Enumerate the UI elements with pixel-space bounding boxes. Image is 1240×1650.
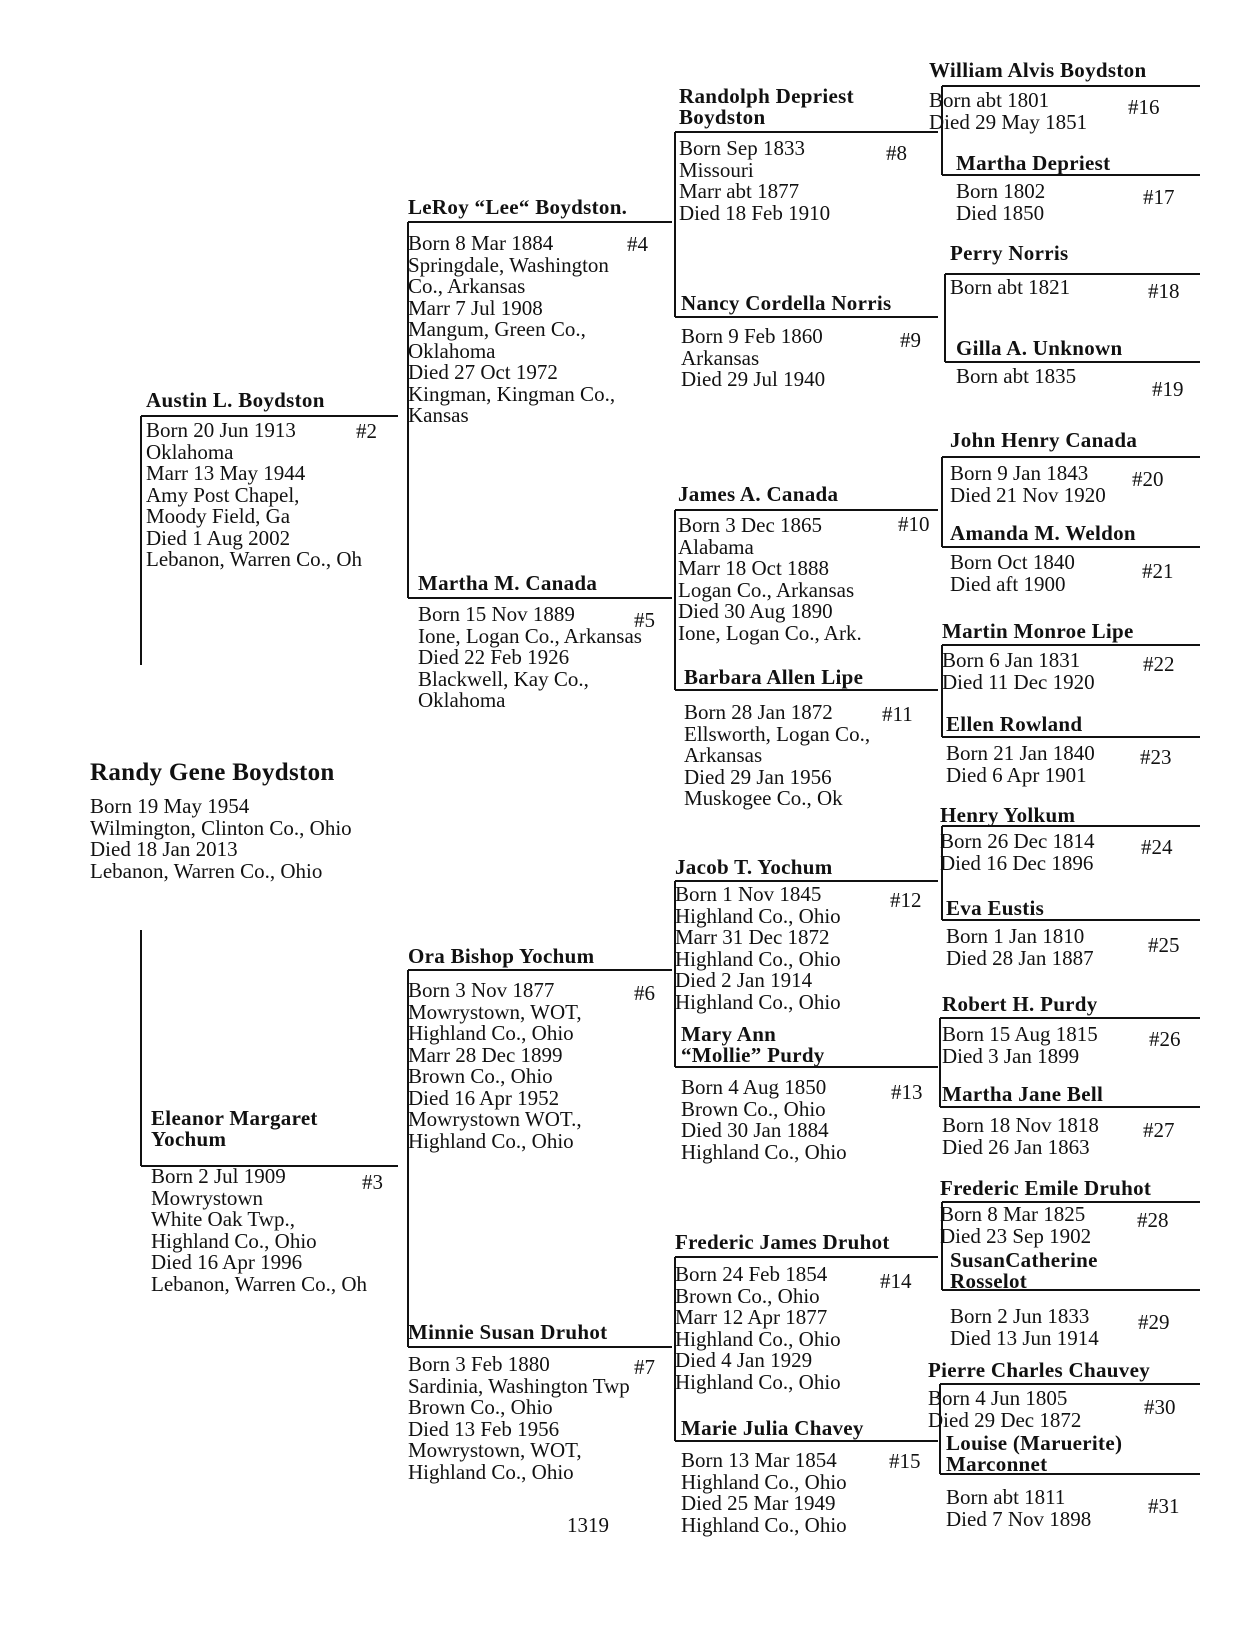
- person-name-line: Mary Ann: [681, 1022, 777, 1046]
- person-detail-line: Alabama: [678, 534, 754, 559]
- person-detail-line: Oklahoma: [146, 439, 234, 464]
- person-detail-line: Died 18 Feb 1910: [679, 200, 831, 225]
- person-detail-line: Lebanon, Warren Co., Oh: [146, 547, 363, 571]
- person-detail-line: Born Sep 1833: [679, 136, 805, 160]
- person-detail-line: Born 9 Jan 1843: [950, 461, 1089, 485]
- person-name: [679, 86, 854, 128]
- ahnentafel-number: #30: [1144, 1395, 1176, 1419]
- person-details: [942, 650, 1095, 693]
- person-name: [942, 621, 1134, 642]
- person-details: [90, 796, 352, 882]
- person-detail-line: Marr 28 Dec 1899: [408, 1042, 563, 1067]
- person-name: [950, 430, 1137, 451]
- person-detail-line: Born 15 Aug 1815: [942, 1022, 1098, 1046]
- person-details: [675, 1264, 841, 1393]
- person-detail-line: Born 21 Jan 1840: [946, 741, 1095, 765]
- person-name: [408, 1322, 607, 1343]
- person-detail-line: Born 19 May 1954: [90, 794, 250, 818]
- person-name: [408, 946, 594, 967]
- person-details: [928, 1388, 1081, 1431]
- person-name-line: James A. Canada: [678, 482, 839, 506]
- person-name-line: Marconnet: [946, 1452, 1048, 1476]
- person-name: [940, 1178, 1151, 1199]
- person-detail-line: Marr 31 Dec 1872: [675, 925, 830, 949]
- person-detail-line: Oklahoma: [418, 688, 506, 712]
- person-detail-line: Highland Co., Ohio: [408, 1021, 574, 1045]
- person-name-line: Randolph Depriest: [679, 84, 854, 108]
- person-details: [408, 1354, 630, 1483]
- ahnentafel-number: #17: [1143, 185, 1175, 209]
- person-details: [681, 1077, 847, 1163]
- person-details: [950, 463, 1106, 506]
- person-name: [956, 153, 1110, 174]
- person-name-line: Eleanor Margaret: [151, 1106, 318, 1130]
- person-detail-line: Died 6 Apr 1901: [946, 762, 1087, 787]
- person-detail-line: Born 15 Nov 1889: [418, 602, 575, 626]
- person-name: [90, 760, 335, 786]
- person-detail-line: Kansas: [408, 403, 469, 427]
- person-detail-line: Born 8 Mar 1825: [940, 1202, 1086, 1226]
- person-name-line: Minnie Susan Druhot: [408, 1320, 608, 1344]
- person-detail-line: Died 23 Sep 1902: [940, 1223, 1092, 1248]
- ahnentafel-number: #20: [1132, 467, 1164, 491]
- ahnentafel-number: #25: [1148, 933, 1180, 957]
- ahnentafel-number: #27: [1143, 1118, 1175, 1142]
- person-detail-line: Marr 12 Apr 1877: [675, 1305, 828, 1329]
- person-name: [678, 484, 838, 505]
- person-name-line: Randy Gene Boydston: [90, 759, 335, 786]
- person-detail-line: Died 16 Apr 1996: [151, 1250, 303, 1274]
- ahnentafel-number: #23: [1140, 745, 1172, 769]
- ahnentafel-number: #4: [627, 232, 648, 256]
- person-detail-line: Died 11 Dec 1920: [942, 669, 1095, 694]
- person-name: [408, 197, 627, 218]
- person-detail-line: Died 18 Jan 2013: [90, 837, 238, 861]
- ahnentafel-number: #15: [889, 1449, 921, 1473]
- person-detail-line: Highland Co., Ohio: [408, 1459, 574, 1484]
- person-name: [942, 994, 1098, 1015]
- person-detail-line: Died 13 Jun 1914: [950, 1325, 1099, 1350]
- person-name-line: Robert H. Purdy: [942, 992, 1098, 1016]
- person-name: [675, 1232, 890, 1253]
- person-name: [681, 1418, 864, 1439]
- person-detail-line: Born 1802: [956, 179, 1046, 203]
- ahnentafel-number: #11: [882, 702, 913, 726]
- person-detail-line: Highland Co., Ohio: [151, 1228, 317, 1253]
- person-name-line: Pierre Charles Chauvey: [928, 1358, 1151, 1382]
- person-details: [681, 326, 825, 391]
- person-name-line: Nancy Cordella Norris: [681, 291, 892, 315]
- person-detail-line: Co., Arkansas: [408, 274, 526, 298]
- ahnentafel-number: #13: [891, 1080, 923, 1104]
- person-detail-line: Marr 7 Jul 1908: [408, 295, 543, 320]
- person-detail-line: Born 24 Feb 1854: [675, 1262, 828, 1286]
- person-name-line: Perry Norris: [950, 241, 1069, 265]
- ahnentafel-number: #18: [1148, 279, 1180, 303]
- person-detail-line: Highland Co., Ohio: [681, 1512, 847, 1537]
- person-name: [946, 1433, 1122, 1475]
- person-detail-line: Died 26 Jan 1863: [942, 1134, 1090, 1159]
- ahnentafel-number: #8: [886, 141, 907, 165]
- person-detail-line: Died 2 Jan 1914: [675, 968, 813, 992]
- person-name: [684, 667, 863, 688]
- person-detail-line: Born 2 Jun 1833: [950, 1304, 1090, 1328]
- person-name: [146, 390, 325, 411]
- person-detail-line: Missouri: [679, 157, 754, 182]
- person-name: [950, 243, 1068, 264]
- person-name-line: Rosselot: [950, 1269, 1028, 1293]
- ahnentafel-number: #14: [880, 1269, 912, 1293]
- person-details: [950, 552, 1075, 595]
- person-detail-line: Mowrystown: [151, 1185, 264, 1210]
- person-name-line: Martha Jane Bell: [942, 1082, 1104, 1106]
- person-name-line: Yochum: [151, 1127, 227, 1151]
- person-detail-line: Brown Co., Ohio: [675, 1283, 820, 1308]
- person-detail-line: Blackwell, Kay Co.,: [418, 666, 589, 691]
- person-name-line: Martha M. Canada: [418, 571, 598, 595]
- ahnentafel-number: #19: [1152, 377, 1184, 401]
- ahnentafel-number: #24: [1141, 835, 1173, 859]
- person-detail-line: Moody Field, Ga: [146, 504, 291, 528]
- person-name-line: Martha Depriest: [956, 151, 1111, 175]
- person-detail-line: Born abt 1835: [956, 364, 1077, 388]
- person-name-line: Austin L. Boydston: [146, 388, 325, 412]
- person-name-line: “Mollie” Purdy: [681, 1043, 825, 1067]
- person-details: [940, 1204, 1091, 1247]
- person-detail-line: Died 16 Dec 1896: [940, 850, 1094, 875]
- person-detail-line: Died 28 Jan 1887: [946, 945, 1094, 970]
- person-details: [950, 1306, 1099, 1349]
- person-details: [940, 831, 1095, 874]
- person-details: [942, 1024, 1098, 1067]
- person-name: [946, 714, 1082, 735]
- ahnentafel-number: #2: [356, 419, 377, 443]
- person-detail-line: Born 8 Mar 1884: [408, 231, 554, 255]
- person-detail-line: Highland Co., Ohio: [675, 946, 841, 971]
- person-detail-line: Highland Co., Ohio: [675, 1369, 841, 1394]
- person-detail-line: Ellsworth, Logan Co.,: [684, 721, 871, 746]
- person-detail-line: Died 21 Nov 1920: [950, 482, 1106, 507]
- person-detail-line: Died aft 1900: [950, 571, 1066, 596]
- person-detail-line: Lebanon, Warren Co., Ohio: [90, 858, 323, 883]
- person-detail-line: Died 29 Dec 1872: [928, 1407, 1082, 1432]
- person-detail-line: Died 25 Mar 1949: [681, 1491, 836, 1515]
- ahnentafel-number: #16: [1128, 95, 1160, 119]
- person-detail-line: Born 20 Jun 1913: [146, 418, 296, 442]
- person-name: [681, 293, 891, 314]
- ahnentafel-number: #9: [900, 328, 921, 352]
- person-detail-line: Marr 13 May 1944: [146, 461, 306, 485]
- person-detail-line: Died 16 Apr 1952: [408, 1085, 560, 1110]
- person-details: [956, 181, 1045, 224]
- person-details: [684, 702, 870, 810]
- person-detail-line: Born Oct 1840: [950, 550, 1075, 574]
- person-detail-line: Born 3 Feb 1880: [408, 1352, 550, 1376]
- person-detail-line: Born 2 Jul 1909: [151, 1164, 286, 1188]
- person-detail-line: Highland Co., Ohio: [408, 1128, 574, 1153]
- person-detail-line: Mowrystown, WOT,: [408, 1438, 582, 1462]
- person-name-line: John Henry Canada: [950, 428, 1138, 452]
- ahnentafel-number: #26: [1149, 1027, 1181, 1051]
- person-detail-line: Born 26 Dec 1814: [940, 829, 1095, 853]
- person-name-line: SusanCatherine: [950, 1248, 1098, 1272]
- person-detail-line: Born 4 Aug 1850: [681, 1075, 827, 1099]
- person-name: [681, 1024, 825, 1066]
- person-detail-line: Died 22 Feb 1926: [418, 645, 570, 669]
- person-details: [408, 233, 615, 427]
- person-name-line: Marie Julia Chavey: [681, 1416, 864, 1440]
- person-detail-line: Oklahoma: [408, 338, 496, 363]
- person-detail-line: Mangum, Green Co.,: [408, 317, 586, 341]
- person-detail-line: Logan Co., Arkansas: [678, 577, 855, 602]
- person-name-line: Ora Bishop Yochum: [408, 944, 595, 968]
- person-name: [940, 805, 1075, 826]
- person-detail-line: Died 1 Aug 2002: [146, 525, 291, 550]
- person-detail-line: Lebanon, Warren Co., Oh: [151, 1271, 368, 1296]
- person-name-line: Jacob T. Yochum: [675, 855, 833, 879]
- person-detail-line: Died 27 Oct 1972: [408, 360, 558, 384]
- person-name: [956, 338, 1122, 359]
- person-details: [418, 604, 642, 712]
- person-name-line: Frederic Emile Druhot: [940, 1176, 1152, 1200]
- page-number: 1319: [567, 1513, 609, 1537]
- person-detail-line: White Oak Twp.,: [151, 1207, 295, 1231]
- person-detail-line: Born 3 Dec 1865: [678, 513, 823, 537]
- person-detail-line: Highland Co., Ohio: [675, 903, 841, 928]
- ahnentafel-number: #12: [890, 888, 922, 912]
- person-detail-line: Died 3 Jan 1899: [942, 1043, 1080, 1068]
- person-name: [675, 857, 833, 878]
- person-name: [929, 60, 1146, 81]
- person-detail-line: Born 28 Jan 1872: [684, 700, 833, 724]
- ahnentafel-number: #29: [1138, 1310, 1170, 1334]
- person-detail-line: Brown Co., Ohio: [408, 1064, 553, 1088]
- person-name: [151, 1108, 318, 1150]
- person-detail-line: Born abt 1801: [929, 88, 1050, 112]
- person-detail-line: Highland Co., Ohio: [675, 1326, 841, 1351]
- person-detail-line: Died 30 Jan 1884: [681, 1118, 829, 1142]
- person-details: [946, 926, 1094, 969]
- person-detail-line: Died 29 May 1851: [929, 109, 1088, 134]
- person-detail-line: Muskogee Co., Ok: [684, 786, 843, 810]
- person-detail-line: Highland Co., Ohio: [681, 1469, 847, 1494]
- person-details: [942, 1115, 1099, 1158]
- person-detail-line: Died 1850: [956, 200, 1045, 225]
- person-detail-line: Born 18 Nov 1818: [942, 1113, 1099, 1137]
- person-name-line: Eva Eustis: [946, 896, 1045, 920]
- person-details: [675, 884, 841, 1013]
- ahnentafel-number: #6: [634, 981, 655, 1005]
- person-name-line: Louise (Maruerite): [946, 1431, 1123, 1455]
- person-detail-line: Mowrystown WOT.,: [408, 1107, 582, 1131]
- person-details: [681, 1450, 847, 1536]
- person-detail-line: Brown Co., Ohio: [681, 1096, 826, 1121]
- person-detail-line: Kingman, Kingman Co.,: [408, 381, 616, 406]
- person-name-line: Ellen Rowland: [946, 712, 1083, 736]
- person-details: [408, 980, 582, 1152]
- person-name-line: Frederic James Druhot: [675, 1230, 890, 1254]
- person-name-line: Martin Monroe Lipe: [942, 619, 1134, 643]
- person-details: [678, 515, 862, 644]
- ahnentafel-number: #28: [1137, 1208, 1169, 1232]
- person-name-line: Henry Yolkum: [940, 803, 1076, 827]
- ahnentafel-number: #7: [634, 1355, 655, 1379]
- person-name: [946, 898, 1044, 919]
- person-detail-line: Springdale, Washington: [408, 252, 609, 277]
- person-detail-line: Died 7 Nov 1898: [946, 1506, 1092, 1531]
- person-detail-line: Died 13 Feb 1956: [408, 1416, 560, 1441]
- person-detail-line: Born abt 1821: [950, 275, 1071, 299]
- person-detail-line: Died 4 Jan 1929: [675, 1348, 813, 1372]
- person-detail-line: Born 13 Mar 1854: [681, 1448, 837, 1472]
- person-name: [418, 573, 597, 594]
- person-detail-line: Ione, Logan Co., Arkansas: [418, 623, 642, 648]
- person-name-line: LeRoy “Lee“ Boydston.: [408, 195, 628, 219]
- person-detail-line: Marr 18 Oct 1888: [678, 556, 830, 580]
- person-detail-line: Ione, Logan Co., Ark.: [678, 620, 862, 645]
- ahnentafel-number: #31: [1148, 1494, 1180, 1518]
- person-name-line: Barbara Allen Lipe: [684, 665, 864, 689]
- person-detail-line: Mowrystown, WOT,: [408, 999, 582, 1024]
- person-name-line: Gilla A. Unknown: [956, 336, 1123, 360]
- person-detail-line: Highland Co., Ohio: [675, 989, 841, 1014]
- person-detail-line: Died 29 Jul 1940: [681, 367, 826, 391]
- person-details: [950, 277, 1070, 299]
- ahnentafel-number: #22: [1143, 652, 1175, 676]
- ahnentafel-number: #21: [1142, 559, 1174, 583]
- person-detail-line: Born 4 Jun 1805: [928, 1386, 1068, 1410]
- person-detail-line: Wilmington, Clinton Co., Ohio: [90, 815, 352, 840]
- ahnentafel-number: #5: [634, 608, 655, 632]
- person-detail-line: Arkansas: [684, 743, 763, 767]
- person-name: [950, 1250, 1098, 1292]
- person-name-line: William Alvis Boydston: [929, 58, 1147, 82]
- person-detail-line: Marr abt 1877: [679, 179, 800, 203]
- person-name: [928, 1360, 1150, 1381]
- person-detail-line: Born 1 Jan 1810: [946, 924, 1085, 948]
- ahnentafel-number: #10: [898, 512, 930, 536]
- person-detail-line: Died 30 Aug 1890: [678, 599, 833, 623]
- person-detail-line: Died 29 Jan 1956: [684, 764, 832, 789]
- person-detail-line: Arkansas: [681, 345, 760, 370]
- person-details: [151, 1166, 367, 1295]
- person-detail-line: Born 6 Jan 1831: [942, 648, 1081, 672]
- person-detail-line: Brown Co., Ohio: [408, 1395, 553, 1419]
- person-detail-line: Born 3 Nov 1877: [408, 978, 555, 1002]
- person-detail-line: Born 9 Feb 1860: [681, 324, 823, 348]
- person-name-line: Amanda M. Weldon: [950, 521, 1136, 545]
- person-detail-line: Sardinia, Washington Twp: [408, 1373, 630, 1398]
- person-name-line: Boydston: [679, 105, 766, 129]
- person-detail-line: Highland Co., Ohio: [681, 1139, 847, 1164]
- person-details: [946, 1487, 1091, 1530]
- person-details: [946, 743, 1095, 786]
- person-detail-line: Born abt 1811: [946, 1485, 1066, 1509]
- person-details: [679, 138, 830, 224]
- person-details: [956, 366, 1076, 388]
- person-details: [146, 420, 362, 571]
- person-detail-line: Born 1 Nov 1845: [675, 882, 822, 906]
- ahnentafel-number: #3: [362, 1170, 383, 1194]
- person-name: [942, 1084, 1103, 1105]
- person-detail-line: Amy Post Chapel,: [146, 482, 300, 507]
- person-details: [929, 90, 1087, 133]
- person-name: [950, 523, 1136, 544]
